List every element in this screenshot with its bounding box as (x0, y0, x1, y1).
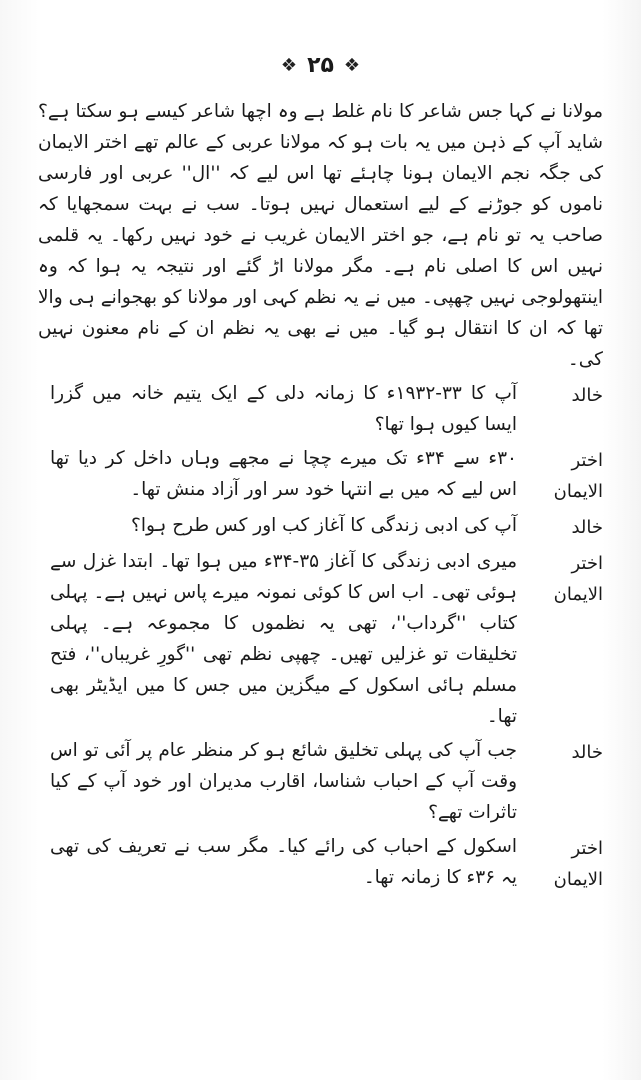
dialogue-entry (38, 831, 603, 895)
dialogue-text: ۳۰ء سے ۳۴ء تک میرے چچا نے مجھے وہاں داخل کر دیا تھا اس لیے کہ میں بے انتہا خود سر اور آزاد منش تھا۔ (50, 448, 517, 500)
interview-text (38, 96, 603, 898)
dialogue-text: اسکول کے احباب کی رائے کیا۔ مگر سب نے تعریف کی تھی یہ ۳۶ء کا زمانہ تھا۔ (50, 836, 517, 888)
ornament-right-icon: ❖ (280, 54, 298, 76)
page-number: ۲۵ (307, 52, 334, 78)
speaker-label: خالد (571, 742, 603, 763)
dialogue-entry (38, 378, 603, 440)
speaker-label: اختر الایمان (553, 450, 603, 502)
speaker-label: خالد (571, 517, 603, 538)
speaker-label: اختر الایمان (553, 838, 603, 890)
dialogue-text: آپ کا ۳۳-۱۹۳۲ء کا زمانہ دلی کے ایک یتیم خانہ میں گزرا ایسا کیوں ہوا تھا؟ (50, 383, 517, 435)
dialogue-text: جب آپ کی پہلی تخلیق شائع ہو کر منظر عام پر آئی تو اس وقت آپ کے احباب شناسا، اقارب مدیران اور خود آپ کے کیا تاثرات تھے؟ (50, 740, 517, 823)
ornament-left-icon: ❖ (343, 54, 361, 76)
dialogue-entry (38, 443, 603, 507)
dialogue-entry (38, 546, 603, 732)
dialogue-text: مولانا نے کہا جس شاعر کا نام غلط ہے وہ اچھا شاعر کیسے ہو سکتا ہے؟ شاید آپ کے ذہن میں یہ بات ہو کہ مولانا عربی کے عالم تھے اختر الایمان کی جگہ نجم الایمان ہونا چاہئے تھا اس لیے کہ ''ال'' عربی اور فارسی ناموں کو جوڑنے کے لیے استعمال نہیں ہوتا۔ سب نے بہت سمجھایا کہ صاحب یہ تو نام ہے، جو اختر الایمان غریب نے خود نہیں رکھا۔ یہ قلمی نہیں اس کا اصلی نام ہے۔ مگر مولانا اڑ گئے اور نتیجہ یہ ہوا کہ وہ اینتھولوجی نہیں چھپی۔ میں نے یہ نظم کہی اور مولانا کو بھجوانے ہی والا تھا کہ ان کا انتقال ہو گیا۔ میں نے بھی یہ نظم ان کے نام معنون نہیں کی۔ (38, 101, 603, 370)
dialogue-entry (38, 735, 603, 828)
page-header (0, 50, 641, 80)
dialogue-text: آپ کی ادبی زندگی کا آغاز کب اور کس طرح ہوا؟ (131, 515, 517, 536)
dialogue-text: میری ادبی زندگی کا آغاز ۳۵-۳۴ء میں ہوا تھا۔ ابتدا غزل سے ہوئی تھی۔ اب اس کا کوئی نمونہ میرے پاس نہیں ہے۔ پہلی کتاب ''گرداب''، تھی یہ نظموں کا مجموعہ ہے۔ پہلی تخلیقات تو غزلیں تھیں۔ چھپی نظم تھی ''گورِ غریباں''، فتح مسلم ہائی اسکول کے میگزین میں جس کا میں ایڈیٹر بھی تھا۔ (50, 551, 517, 727)
dialogue-entry (38, 96, 603, 375)
speaker-label: خالد (571, 385, 603, 406)
dialogue-entry (38, 510, 603, 543)
speaker-label: اختر الایمان (553, 553, 603, 605)
